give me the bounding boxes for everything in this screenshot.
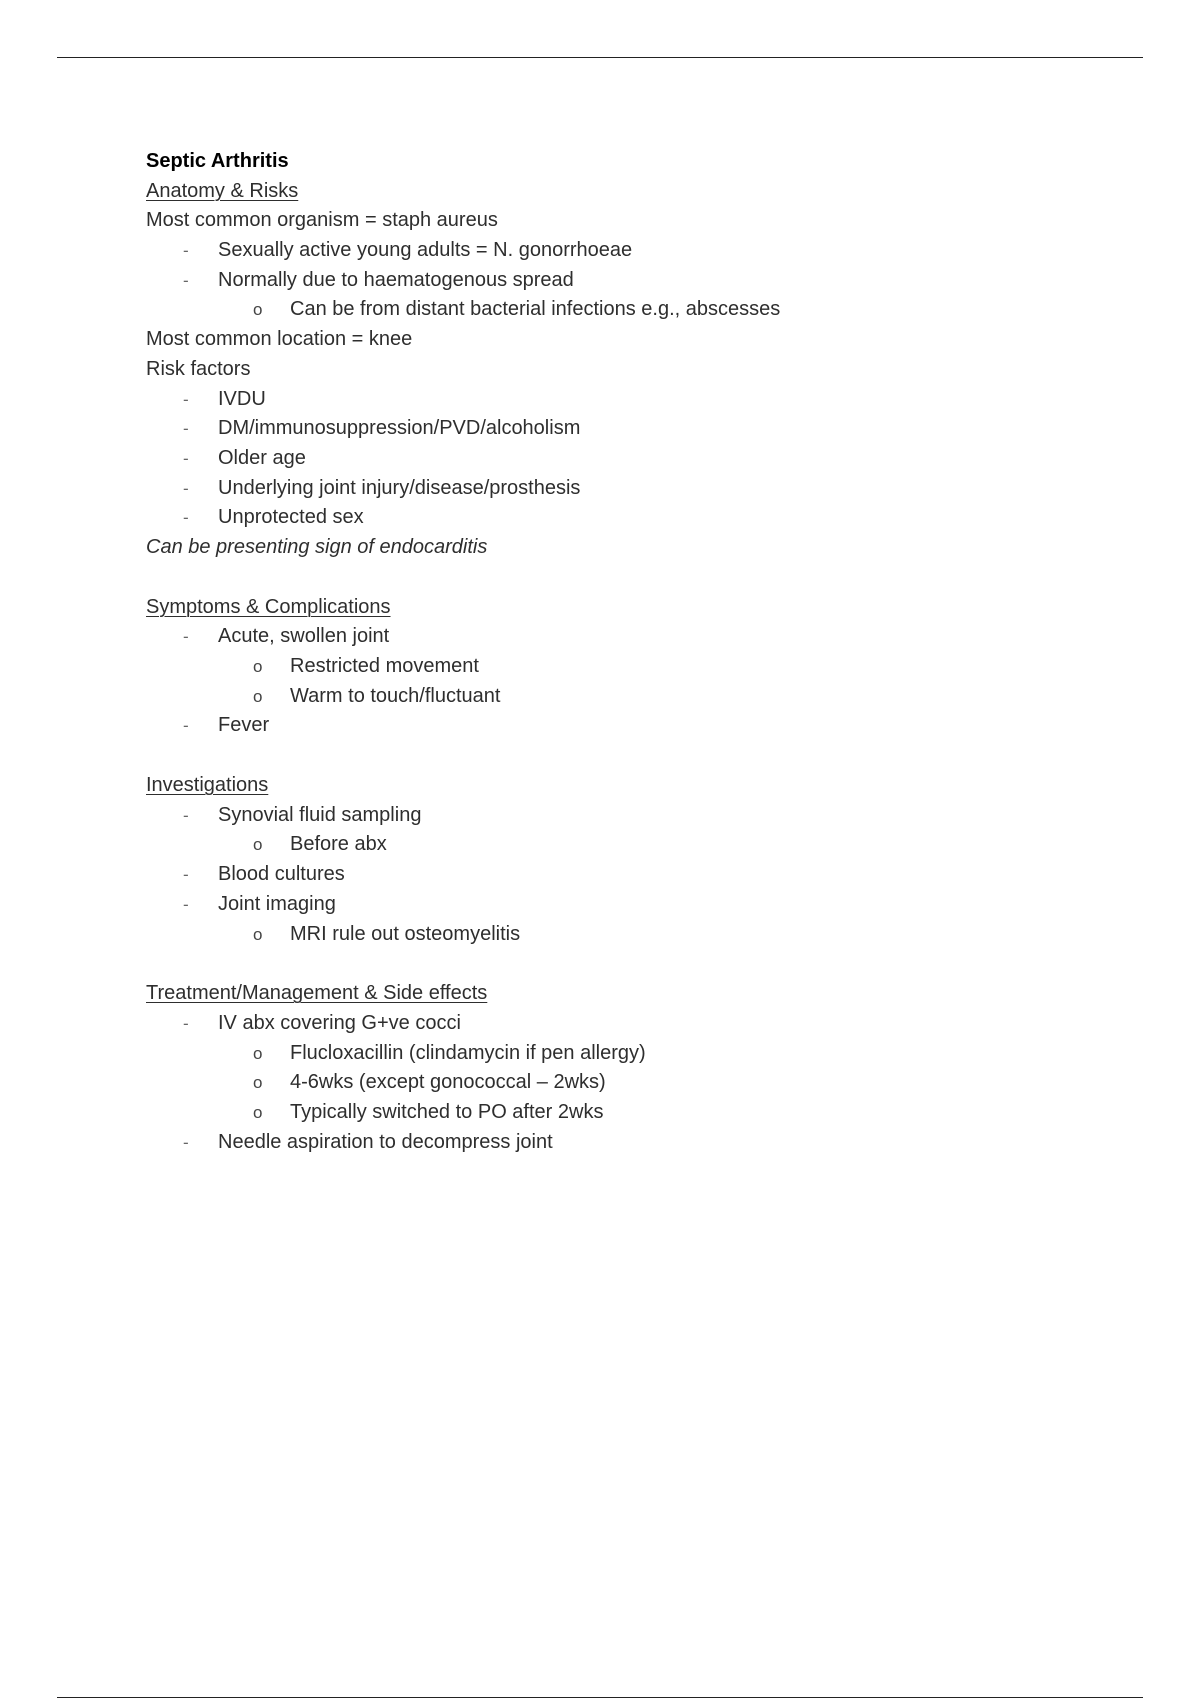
page-title: Septic Arthritis bbox=[146, 150, 289, 172]
sub-bullet-item: o Can be from distant bacterial infections e.g., abscesses bbox=[146, 295, 1126, 325]
dash-bullet-icon: - bbox=[183, 448, 189, 468]
bullet-item: - Needle aspiration to decompress joint bbox=[146, 1128, 1126, 1158]
bullet-item: - IVDU bbox=[146, 385, 1126, 415]
dash-bullet-icon: - bbox=[183, 716, 189, 736]
bullet-item: - Older age bbox=[146, 444, 1126, 474]
bullet-item: - Acute, swollen joint bbox=[146, 622, 1126, 652]
circle-bullet-icon: o bbox=[253, 924, 263, 944]
bullet-item: - Synovial fluid sampling bbox=[146, 801, 1126, 831]
section-spacer bbox=[146, 949, 1126, 979]
bullet-item: - IV abx covering G+ve cocci bbox=[146, 1009, 1126, 1039]
sub-bullet-item: o Flucloxacillin (clindamycin if pen allergy) bbox=[146, 1039, 1126, 1069]
text-line: Risk factors bbox=[146, 357, 251, 380]
dash-bullet-icon: - bbox=[183, 508, 189, 528]
sub-bullet-item: o 4-6wks (except gonococcal – 2wks) bbox=[146, 1068, 1126, 1098]
dash-bullet-icon: - bbox=[183, 1013, 189, 1033]
sub-bullet-item: o Before abx bbox=[146, 830, 1126, 860]
dash-bullet-icon: - bbox=[183, 894, 189, 914]
bullet-item: - Underlying joint injury/disease/prosthesis bbox=[146, 474, 1126, 504]
sub-bullet-item: o Typically switched to PO after 2wks bbox=[146, 1098, 1126, 1128]
header-rule bbox=[57, 57, 1143, 58]
sub-bullet-item: o Restricted movement bbox=[146, 652, 1126, 682]
document-body bbox=[146, 147, 1126, 1157]
bullet-item: - Blood cultures bbox=[146, 860, 1126, 890]
dash-bullet-icon: - bbox=[183, 419, 189, 439]
bullet-item: - Normally due to haematogenous spread bbox=[146, 266, 1126, 296]
section-heading-treatment: Treatment/Management & Side effects bbox=[146, 982, 488, 1005]
section-spacer bbox=[146, 563, 1126, 593]
bullet-item: - DM/immunosuppression/PVD/alcoholism bbox=[146, 414, 1126, 444]
section-heading-symptoms: Symptoms & Complications bbox=[146, 595, 391, 618]
section-heading-investigations: Investigations bbox=[146, 774, 269, 797]
dash-bullet-icon: - bbox=[183, 389, 189, 409]
circle-bullet-icon: o bbox=[253, 1043, 263, 1063]
section-heading-anatomy: Anatomy & Risks bbox=[146, 179, 299, 202]
bullet-item: - Joint imaging bbox=[146, 890, 1126, 920]
circle-bullet-icon: o bbox=[253, 300, 263, 320]
circle-bullet-icon: o bbox=[253, 1102, 263, 1122]
circle-bullet-icon: o bbox=[253, 657, 263, 676]
dash-bullet-icon: - bbox=[183, 478, 189, 498]
dash-bullet-icon: - bbox=[183, 627, 189, 647]
section-spacer bbox=[146, 741, 1126, 771]
dash-bullet-icon: - bbox=[183, 270, 189, 290]
bullet-item: - Unprotected sex bbox=[146, 503, 1126, 533]
sub-bullet-item: o Warm to touch/fluctuant bbox=[146, 682, 1126, 712]
dash-bullet-icon: - bbox=[183, 241, 189, 261]
footer-rule bbox=[57, 1697, 1143, 1698]
dash-bullet-icon: - bbox=[183, 865, 189, 885]
text-line: Most common location = knee bbox=[146, 328, 413, 351]
sub-bullet-item: o MRI rule out osteomyelitis bbox=[146, 920, 1126, 950]
circle-bullet-icon: o bbox=[253, 835, 263, 855]
bullet-item: - Fever bbox=[146, 711, 1126, 741]
circle-bullet-icon: o bbox=[253, 686, 263, 706]
dash-bullet-icon: - bbox=[183, 1132, 189, 1152]
dash-bullet-icon: - bbox=[183, 805, 189, 825]
bullet-item: - Sexually active young adults = N. gonorrhoeae bbox=[146, 236, 1126, 266]
note-line: Can be presenting sign of endocarditis bbox=[146, 535, 488, 558]
circle-bullet-icon: o bbox=[253, 1073, 263, 1093]
text-line: Most common organism = staph aureus bbox=[146, 209, 498, 232]
